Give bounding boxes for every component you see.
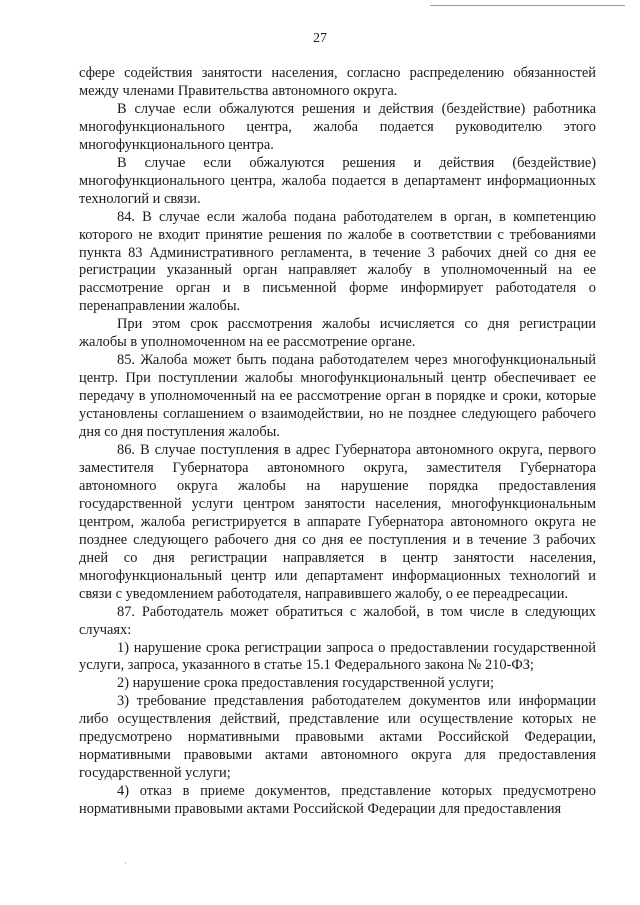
list-item-4: 4) отказ в приеме документов, представление которых предусмотрено нормативными правовыми актами Российской Федерации для предоставления <box>79 783 596 818</box>
document-body <box>79 65 596 819</box>
list-item-2: 2) нарушение срока предоставления государственной услуги; <box>117 675 494 692</box>
page-number: 27 <box>313 31 327 46</box>
paragraph-85: 85. Жалоба может быть подана работодателем через многофункциональный центр. При поступлении жалобы многофункциональный центр обеспечивает ее передачу в уполномоченный на ее рассмотрение орган в порядке и сроки, которые установлены соглашением о взаимодействии, но не позднее следующего рабочего дня со дня поступления жалобы. <box>79 352 596 441</box>
paragraph: В случае если обжалуются решения и действия (бездействие) работника многофункционального центра, жалоба подается руководителю этого многофункционального центра. <box>79 100 596 153</box>
paragraph: При этом срок рассмотрения жалобы исчисляется со дня регистрации жалобы в уполномоченном на ее рассмотрение органе. <box>79 316 596 351</box>
list-item-1: 1) нарушение срока регистрации запроса о предоставлении государственной услуги, запроса, указанного в статье 15.1 Федерального закона № 210-ФЗ; <box>79 639 596 674</box>
list-item-3: 3) требование представления работодателем документов или информации либо осуществления действий, представление или осуществление которых не предусмотрено нормативными правовыми актами Российской Федерации, нормативными правовыми актами автономного округа для предоставления государственной услуги; <box>79 693 596 782</box>
header-rule <box>430 5 625 6</box>
paragraph: В случае если обжалуются решения и действия (бездействие) многофункционального центра, жалоба подается в департамент информационных технологий и связи. <box>79 154 596 207</box>
paragraph: сфере содействия занятости населения, согласно распределению обязанностей между членами Правительства автономного округа. <box>79 65 596 99</box>
paragraph-84: 84. В случае если жалоба подана работодателем в орган, в компетенцию которого не входит принятие решения по жалобе в соответствии с требованиями пункта 83 Административного регламента, в течение 3 рабочих дней со дня ее регистрации указанный орган направляет жалобу в уполномоченный на ее рассмотрение орган и в письменной форме информирует работодателя о перенаправлении жалобы. <box>79 208 596 315</box>
paragraph-86: 86. В случае поступления в адрес Губернатора автономного округа, первого заместителя Губернатора автономного округа, заместителя Губернатора автономного округа жалобы на нарушение порядка предоставления государственной услуги центром занятости населения, многофункциональным центром, жалоба регистрируется в аппарате Губернатора автономного округа не позднее следующего рабочего дня со дня ее поступления и в течение 3 рабочих дней со дня регистрации направляется в центр занятости населения, многофункциональный центр или департамент информационных технологий и связи с уведомлением работодателя, направившего жалобу, о ее переадресации. <box>79 442 596 602</box>
paragraph-87: 87. Работодатель может обратиться с жалобой, в том числе в следующих случаях: <box>79 603 596 638</box>
scan-speck <box>125 862 126 864</box>
